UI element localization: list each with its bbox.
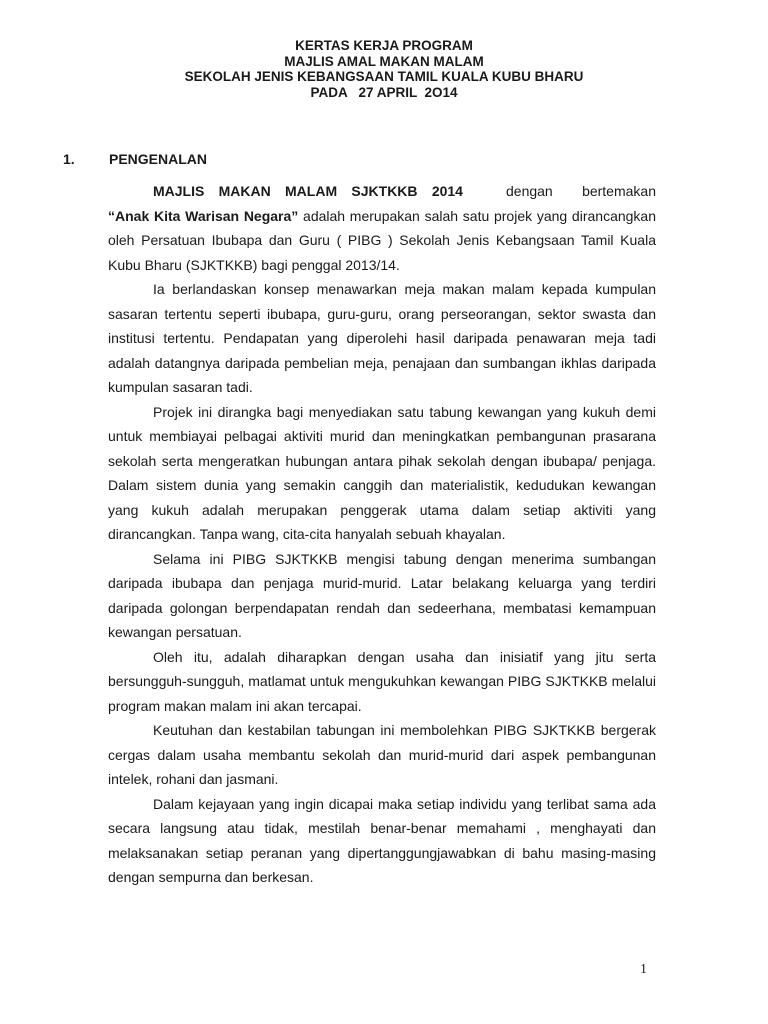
document-header (0, 38, 768, 100)
intro-word: MAKAN (218, 183, 271, 199)
paragraph-3: Selama ini PIBG SJKTKKB mengisi tabung dengan menerima sumbangan daripada ibubapa dan penjaga murid-murid. Latar belakang keluarga yang terdiri daripada golongan berpendapatan rendah dan sedeerhana, membatasi kemampuan kewangan persatuan. (108, 550, 656, 640)
section-number: 1. (63, 151, 75, 167)
page-number: 1 (640, 962, 647, 977)
intro-theme: “Anak Kita Warisan Negara” (108, 207, 299, 224)
intro-word: SJKTKKB (351, 183, 418, 199)
paragraph-1: Ia berlandaskan konsep menawarkan meja makan malam kepada kumpulan sasaran tertentu seperti ibubapa, guru-guru, orang perseorangan, sektor swasta dan institusi tertentu. Pendapatan yang diperolehi hasil daripada penawaran meja tadi adalah datangnya daripada pembelian meja, penajaan dan sumbangan ikhlas daripada kumpulan sasaran tadi. (108, 281, 656, 395)
intro-word: MALAM (285, 183, 338, 199)
section-heading (63, 151, 207, 167)
paragraph-2: Projek ini dirangka bagi menyediakan satu tabung kewangan yang kukuh demi untuk membiayai pelbagai aktiviti murid dan meningkatkan pembangunan prasarana sekolah serta mengeratkan hubungan antara pihak sekolah dengan ibubapa/ penjaga. Dalam sistem dunia yang semakin canggih dan materialistik, kedudukan kewangan yang kukuh adalah merupakan penggerak utama dalam setiap aktiviti yang dirancangkan. Tanpa wang, cita-cita hanyalah sebuah khayalan. (108, 403, 656, 542)
intro-event-name (153, 179, 463, 204)
intro-word: MAJLIS (153, 183, 205, 199)
intro-word: 2014 (431, 183, 463, 199)
intro-first-line (108, 179, 656, 204)
section-title: PENGENALAN (109, 151, 208, 167)
intro-word: dengan (506, 183, 553, 199)
header-line-1: KERTAS KERJA PROGRAM (295, 38, 473, 53)
intro-text: adalah merupakan salah satu projek yang dirancangkan oleh Persatuan Ibubapa dan Guru ( PIBG ) Sekolah Jenis Kebangsaan Tamil Kuala Kubu Bharu (SJKTKKB) bagi penggal 2013/14. (108, 207, 656, 273)
header-line-2: MAJLIS AMAL MAKAN MALAM (284, 53, 484, 69)
paragraph-5: Keutuhan dan kestabilan tabungan ini membolehkan PIBG SJKTKKB bergerak cergas dalam usaha membantu sekolah dan murid-murid dari aspek pembangunan intelek, rohani dan jasmani. (108, 722, 656, 787)
paragraph-4: Oleh itu, adalah diharapkan dengan usaha dan inisiatif yang jitu serta bersungguh-sungguh, matlamat untuk mengukuhkan kewangan PIBG SJKTKKB melalui program makan malam ini akan tercapai. (108, 648, 656, 714)
header-line-3: SEKOLAH JENIS KEBANGSAAN TAMIL KUALA KUBU BHARU (184, 69, 584, 84)
intro-paragraph (108, 204, 656, 278)
intro-word: bertemakan (582, 183, 656, 199)
body-text (108, 179, 656, 890)
paragraph-6: Dalam kejayaan yang ingin dicapai maka setiap individu yang terlibat sama ada secara langsung atau tidak, mestilah benar-benar memahami , menghayati dan melaksanakan setiap peranan yang dipertanggungjawabkan di bahu masing-masing dengan sempurna dan berkesan. (108, 795, 656, 885)
intro-rest (506, 179, 656, 204)
header-line-4: PADA 27 APRIL 2O14 (310, 84, 458, 100)
